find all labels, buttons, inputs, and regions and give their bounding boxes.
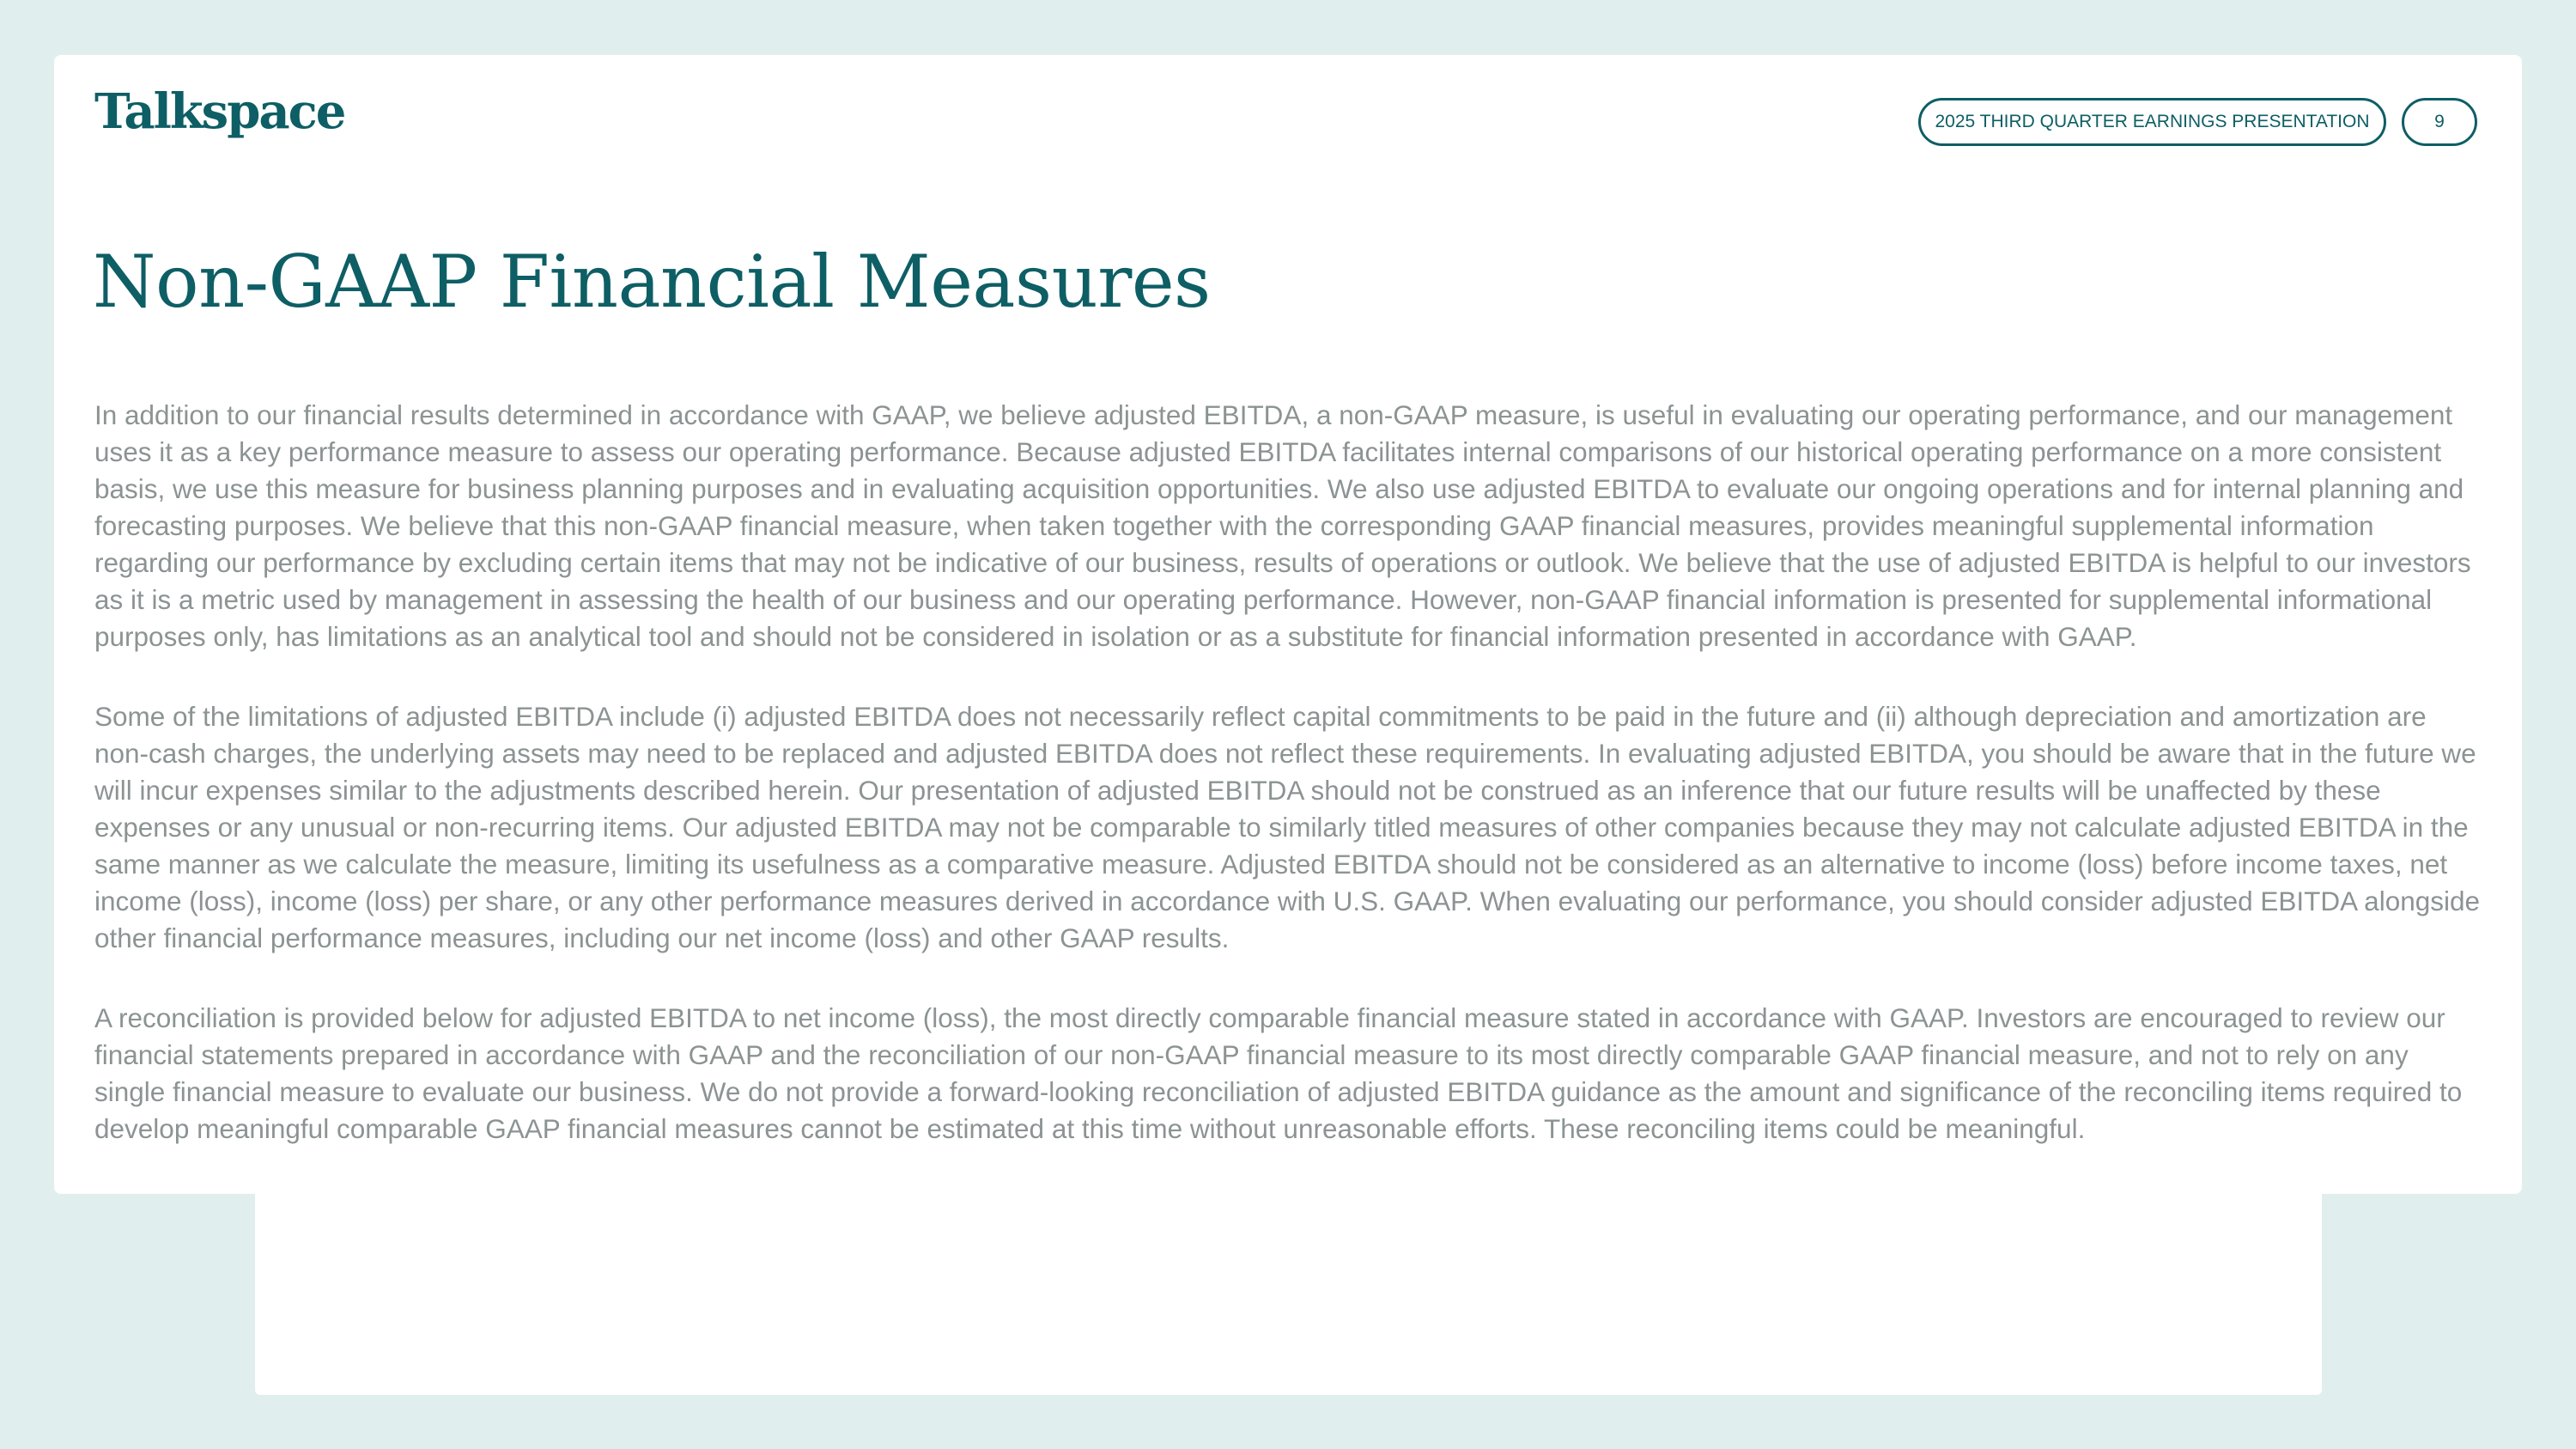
page-number-badge: 9 [2402, 98, 2477, 146]
page-title: Non-GAAP Financial Measures [93, 240, 1211, 324]
paragraph-1: In addition to our financial results determined in accordance with GAAP, we believe adjusted EBITDA, a non-GAAP measure, is useful in evaluating our operating performance, and our management uses it as a key performance measure to assess our operating performance. Because adjusted EBITDA facilitates internal comparisons of our historical operating performance on a more consistent basis, we use this measure for business planning purposes and in evaluating acquisition opportunities. We also use adjusted EBITDA to evaluate our ongoing operations and for internal planning and forecasting purposes. We believe that this non-GAAP financial measure, when taken together with the corresponding GAAP financial measures, provides meaningful supplemental information regarding our performance by excluding certain items that may not be indicative of our business, results of operations or outlook. We believe that the use of adjusted EBITDA is helpful to our investors as it is a metric used by management in assessing the health of our business and our operating performance. However, non-GAAP financial information is presented for supplemental informational purposes only, has limitations as an analytical tool and should not be considered in isolation or as a substitute for financial information presented in accordance with GAAP. [94, 399, 2471, 652]
talkspace-logo: Talkspace [94, 83, 345, 140]
presentation-label-badge: 2025 THIRD QUARTER EARNINGS PRESENTATION [1918, 98, 2386, 146]
background-card [255, 1185, 2322, 1395]
paragraph-3: A reconciliation is provided below for adjusted EBITDA to net income (loss), the most directly comparable financial measure stated in accordance with GAAP. Investors are encouraged to review our financial statements prepared in accordance with GAAP and the reconciliation of our non-GAAP financial measure to its most directly comparable GAAP financial measure, and not to rely on any single financial measure to evaluate our business. We do not provide a forward-looking reconciliation of adjusted EBITDA guidance as the amount and significance of the reconciling items required to develop meaningful comparable GAAP financial measures cannot be estimated at this time without unreasonable efforts. These reconciling items could be meaningful. [94, 1002, 2463, 1144]
paragraph-2: Some of the limitations of adjusted EBITDA include (i) adjusted EBITDA does not necessarily reflect capital commitments to be paid in the future and (ii) although depreciation and amortization are non-cash charges, the underlying assets may need to be replaced and adjusted EBITDA does not reflect these requirements. In evaluating adjusted EBITDA, you should be aware that in the future we will incur expenses similar to the adjustments described herein. Our presentation of adjusted EBITDA should not be construed as an inference that our future results will be unaffected by these expenses or any unusual or non-recurring items. Our adjusted EBITDA may not be comparable to similarly titled measures of other companies because they may not calculate adjusted EBITDA in the same manner as we calculate the measure, limiting its usefulness as a comparative measure. Adjusted EBITDA should not be considered as an alternative to income (loss) before income taxes, net income (loss), income (loss) per share, or any other performance measures derived in accordance with U.S. GAAP. When evaluating our performance, you should consider adjusted EBITDA alongside other financial performance measures, including our net income (loss) and other GAAP results. [94, 701, 2481, 953]
body-text [94, 397, 2486, 1190]
